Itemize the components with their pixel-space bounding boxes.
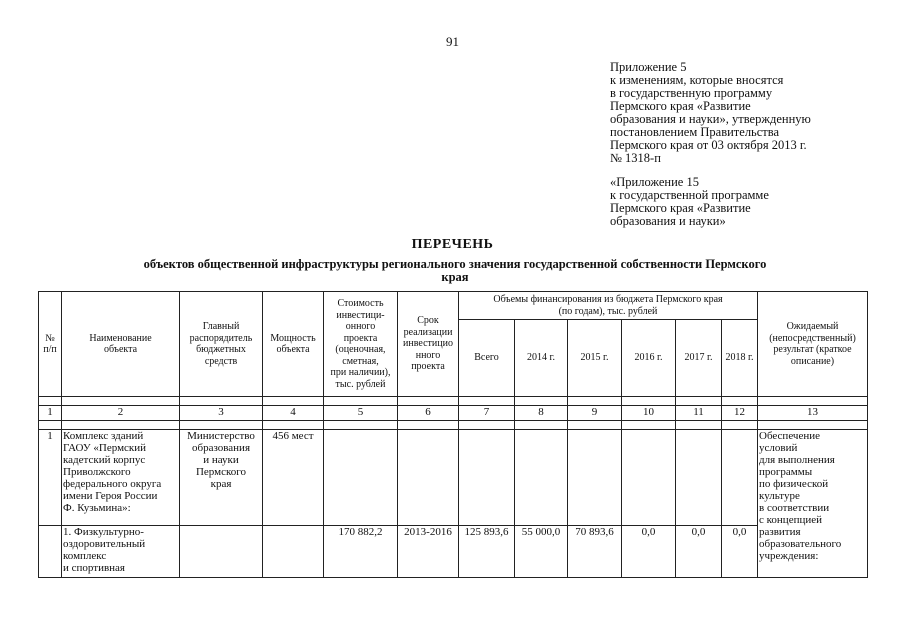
- row2-term: 2013-2016: [398, 526, 459, 578]
- header-line: описание): [790, 355, 835, 367]
- header-line: нного: [415, 349, 441, 361]
- row1-result-line: программы: [759, 466, 813, 478]
- row1-admin-line: Пермского: [195, 466, 247, 478]
- row2-name-line: комплекс: [63, 550, 107, 562]
- appendix-line: Пермского края от 03 октября 2013 г.: [610, 138, 807, 152]
- appendix-line: образования и науки», утвержденную: [610, 112, 811, 126]
- row1-result-line: условий: [759, 442, 798, 454]
- header-line: Мощность: [270, 332, 316, 344]
- row2-2016: 0,0: [622, 526, 676, 578]
- row1-result-line: культуре: [759, 490, 800, 502]
- appendix2-line: «Приложение 15: [610, 175, 699, 189]
- header-2015: 2015 г.: [568, 320, 622, 397]
- document-subtitle: [60, 258, 850, 284]
- row2-2015: 70 893,6: [568, 526, 622, 578]
- row1-admin: [180, 430, 263, 526]
- header-line: №: [45, 332, 55, 344]
- row1-name-line: кадетский корпус: [63, 454, 146, 466]
- header-line: сметная,: [342, 355, 379, 367]
- header-num: [39, 292, 62, 397]
- row1-admin-line: края: [210, 478, 232, 490]
- row1-name: [62, 430, 180, 526]
- row1-name-line: имени Героя России: [63, 490, 158, 502]
- column-number: 13: [758, 406, 868, 421]
- row1-name-line: Ф. Кузьмина»:: [63, 502, 131, 514]
- column-number: 3: [180, 406, 263, 421]
- row1-admin-line: Министерство: [187, 430, 255, 442]
- header-line: бюджетных: [196, 344, 246, 355]
- header-line: результат (краткое: [773, 344, 852, 355]
- header-line: средств: [204, 355, 238, 367]
- appendix-line: к изменениям, которые вносятся: [610, 73, 784, 87]
- header-line: объекта: [103, 344, 138, 355]
- row2-total: 125 893,6: [459, 526, 515, 578]
- header-line: Стоимость: [337, 298, 384, 309]
- header-financing: [459, 292, 758, 320]
- header-total: Всего: [459, 320, 515, 397]
- row1-admin-line: образования: [191, 442, 251, 454]
- header-line: онного: [345, 321, 376, 332]
- header-line: объекта: [276, 344, 310, 355]
- infrastructure-table: [38, 291, 868, 578]
- subtitle-line: объектов общественной инфраструктуры регионального значения государственной собственности Пермского: [143, 257, 767, 271]
- row1-name-line: ГАОУ «Пермский: [63, 442, 147, 454]
- row2-2018: 0,0: [722, 526, 758, 578]
- column-number: 1: [39, 406, 62, 421]
- header-line: при наличии),: [330, 367, 391, 378]
- appendix-line: постановлением Правительства: [610, 125, 780, 139]
- column-number: 6: [398, 406, 459, 421]
- column-number: 11: [676, 406, 722, 421]
- row2-name-line: 1. Физкультурно-: [63, 526, 144, 538]
- appendix2-line: к государственной программе: [610, 188, 769, 202]
- header-name: [62, 292, 180, 397]
- appendix-15-note: [610, 176, 769, 228]
- page-number: 91: [446, 34, 459, 49]
- row2-2014: 55 000,0: [515, 526, 568, 578]
- row1-result-line: образовательного: [759, 538, 842, 550]
- appendix2-line: Пермского края «Развитие: [610, 201, 751, 215]
- row1-capacity: 456 мест: [263, 430, 324, 526]
- header-line: Объемы финансирования из бюджета Пермского края: [493, 294, 723, 305]
- header-line: распорядитель: [189, 332, 253, 344]
- column-number: 10: [622, 406, 676, 421]
- appendix-line: в государственную программу: [610, 86, 773, 100]
- header-capacity: [263, 292, 324, 397]
- appendix-line: Пермского края «Развитие: [610, 99, 751, 113]
- column-number: 7: [459, 406, 515, 421]
- header-line: реализации: [403, 326, 453, 338]
- header-2014: 2014 г.: [515, 320, 568, 397]
- row2-name-line: оздоровительный: [63, 538, 146, 550]
- column-number: 4: [263, 406, 324, 421]
- header-line: проекта: [411, 361, 445, 373]
- header-line: (по годам), тыс. рублей: [558, 305, 658, 317]
- row1-name-line: федерального округа: [63, 478, 162, 490]
- header-line: Срок: [417, 315, 439, 327]
- document-title: ПЕРЕЧЕНЬ: [411, 237, 494, 252]
- header-line: инвестици-: [336, 309, 385, 321]
- row1-result-line: Обеспечение: [759, 430, 820, 442]
- header-2017: 2017 г.: [676, 320, 722, 397]
- row2-cost: 170 882,2: [324, 526, 398, 578]
- header-2016: 2016 г.: [622, 320, 676, 397]
- row1-result-line: с концепцией: [759, 514, 823, 526]
- header-line: инвестицио: [403, 338, 453, 350]
- column-number: 12: [722, 406, 758, 421]
- header-line: (непосредственный): [769, 332, 856, 344]
- header-line: Главный: [202, 321, 240, 332]
- appendix-line: Приложение 5: [610, 60, 687, 74]
- header-admin: [180, 292, 263, 397]
- header-line: Ожидаемый: [786, 321, 839, 332]
- column-number: 8: [515, 406, 568, 421]
- header-line: (оценочная,: [335, 344, 386, 355]
- appendix-note: [610, 61, 811, 165]
- row2-name-line: и спортивная: [63, 562, 125, 574]
- header-result: [758, 292, 868, 397]
- column-number: 2: [62, 406, 180, 421]
- appendix-line: № 1318-п: [610, 151, 661, 165]
- header-line: проекта: [343, 332, 378, 344]
- row1-result-line: в соответствии: [759, 502, 830, 514]
- row1-name-line: Приволжского: [63, 466, 131, 478]
- column-number: 5: [324, 406, 398, 421]
- header-term: [398, 292, 459, 397]
- row1-admin-line: и науки: [203, 454, 239, 466]
- header-cost: [324, 292, 398, 397]
- row1-result-line: учреждения:: [759, 550, 819, 562]
- row1-result-line: для выполнения: [759, 454, 835, 466]
- header-2018: 2018 г.: [722, 320, 758, 397]
- header-line: п/п: [43, 344, 57, 355]
- row1-result-line: по физической: [759, 478, 829, 490]
- subtitle-line: края: [441, 270, 469, 284]
- row1-name-line: Комплекс зданий: [63, 430, 144, 442]
- row1-result-line: развития: [759, 526, 801, 538]
- column-number: 9: [568, 406, 622, 421]
- row1-result: [758, 430, 868, 578]
- row2-2017: 0,0: [676, 526, 722, 578]
- row1-num: 1: [39, 430, 62, 526]
- appendix2-line: образования и науки»: [610, 214, 726, 228]
- header-line: тыс. рублей: [335, 378, 386, 390]
- header-line: Наименование: [89, 332, 152, 344]
- row2-name: [62, 526, 180, 578]
